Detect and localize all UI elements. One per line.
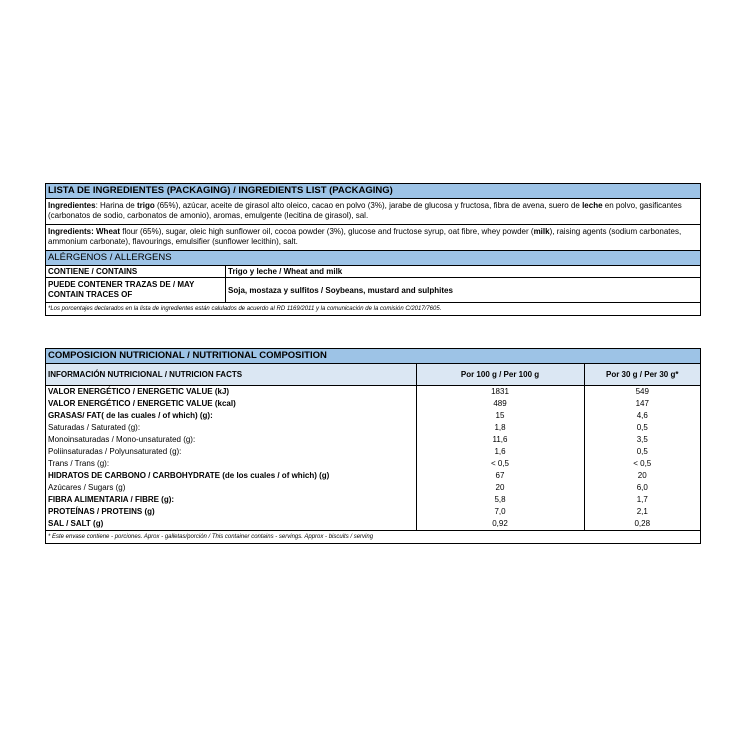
nutrient-label: VALOR ENERGÉTICO / ENERGETIC VALUE (kJ) bbox=[46, 386, 416, 399]
nutrition-row bbox=[46, 422, 700, 434]
value-per-100g: 67 bbox=[416, 470, 584, 482]
value-per-100g: 1831 bbox=[416, 386, 584, 399]
ingredients-es: Ingredientes: Harina de trigo (65%), azúcar, aceite de girasol alto oleico, cacao en polvo (3%), jarabe de glucosa y fructosa, fibra de avena, suero de leche en polvo, gasificantes (carbonatos de sodio, carbonatos de amonio), aromas, emulgente (lecitina de girasol), sal. bbox=[46, 199, 700, 225]
traces-value: Soja, mostaza y sulfitos / Soybeans, mustard and sulphites bbox=[228, 285, 453, 295]
nutrition-column-header bbox=[46, 364, 700, 386]
nutrient-label: HIDRATOS DE CARBONO / CARBOHYDRATE (de los cuales / of which) (g) bbox=[46, 470, 416, 482]
nutrition-row bbox=[46, 482, 700, 494]
value-per-100g: 0,92 bbox=[416, 518, 584, 531]
nutrition-row bbox=[46, 446, 700, 458]
col-100g-header: Por 100 g / Per 100 g bbox=[416, 364, 584, 386]
value-per-30g: 20 bbox=[637, 471, 647, 480]
nutrition-row bbox=[46, 458, 700, 470]
value-per-30g: 0,5 bbox=[636, 447, 648, 456]
nutrient-label: PROTEÍNAS / PROTEINS (g) bbox=[46, 506, 416, 518]
ingredients-en: Ingredients: Wheat flour (65%), sugar, oleic high sunflower oil, cocoa powder (3%), glucose and fructose syrup, oat fibre, whey powder (milk), raising agents (sodium carbonates, ammonium carbonate), flavourings, emulsifier (sunflower lecithin), salt. bbox=[46, 225, 700, 251]
nutrient-label: FIBRA ALIMENTARIA / FIBRE (g): bbox=[46, 494, 416, 506]
value-per-100g: 489 bbox=[416, 398, 584, 410]
nutrition-row bbox=[46, 506, 700, 518]
nutrition-row bbox=[46, 470, 700, 482]
value-per-30g: 6,0 bbox=[636, 483, 648, 492]
traces-label: PUEDE CONTENER TRAZAS DE / MAY CONTAIN TRACES OF bbox=[46, 278, 226, 302]
nutrient-label: Trans / Trans (g): bbox=[46, 458, 416, 470]
value-per-100g: 1,8 bbox=[416, 422, 584, 434]
value-per-30g: 549 bbox=[635, 387, 649, 396]
value-per-100g: 7,0 bbox=[416, 506, 584, 518]
allergens-header: ALÉRGENOS / ALLERGENS bbox=[46, 251, 700, 266]
allergens-contains-row bbox=[46, 266, 700, 278]
ingredients-section bbox=[45, 183, 701, 316]
value-per-100g: 11,6 bbox=[416, 434, 584, 446]
value-per-100g: < 0,5 bbox=[416, 458, 584, 470]
contains-label: CONTIENE / CONTAINS bbox=[46, 266, 226, 277]
nutrition-header: COMPOSICION NUTRICIONAL / NUTRITIONAL COMPOSITION bbox=[46, 349, 700, 364]
value-per-100g: 20 bbox=[416, 482, 584, 494]
nutrient-label: Saturadas / Saturated (g): bbox=[46, 422, 416, 434]
nutrition-row bbox=[46, 518, 700, 531]
nutrition-row bbox=[46, 410, 700, 422]
value-per-100g: 1,6 bbox=[416, 446, 584, 458]
nutrition-row bbox=[46, 434, 700, 446]
nutrient-label: SAL / SALT (g) bbox=[46, 518, 416, 531]
value-per-30g: 3,5 bbox=[636, 435, 648, 444]
value-per-100g: 5,8 bbox=[416, 494, 584, 506]
contains-value: Trigo y leche / Wheat and milk bbox=[228, 267, 343, 276]
value-per-30g: < 0,5 bbox=[633, 459, 652, 468]
nutrient-label: Monoinsaturadas / Mono-unsaturated (g): bbox=[46, 434, 416, 446]
nutrition-section bbox=[45, 348, 701, 544]
nutrition-table bbox=[46, 364, 700, 531]
allergens-traces-row bbox=[46, 278, 700, 303]
nutrition-footnote: * Este envase contiene - porciones. Aprox - galletas/porción / This container contains - servings. Approx - biscuits / serving bbox=[48, 534, 374, 540]
value-per-30g: 0,28 bbox=[584, 518, 700, 531]
allergens-footnote: *Los porcentajes declarados en la lista de ingredientes están calulados de acuerdo al RD 1169/2011 y la comunicación de la comisión C/2017/7605. bbox=[48, 306, 442, 312]
col-30g-header: Por 30 g / Per 30 g* bbox=[584, 364, 700, 386]
nutrient-label: GRASAS/ FAT( de las cuales / of which) (g): bbox=[46, 410, 416, 422]
col-label-header: INFORMACIÓN NUTRICIONAL / NUTRICION FACTS bbox=[46, 364, 416, 386]
value-per-30g: 147 bbox=[635, 399, 649, 408]
value-per-30g: 0,5 bbox=[636, 423, 648, 432]
nutrition-row bbox=[46, 398, 700, 410]
nutrition-row bbox=[46, 494, 700, 506]
value-per-100g: 15 bbox=[416, 410, 584, 422]
nutrient-label: Poliinsaturadas / Polyunsaturated (g): bbox=[46, 446, 416, 458]
nutrient-label: VALOR ENERGÉTICO / ENERGETIC VALUE (kcal) bbox=[46, 398, 416, 410]
value-per-30g: 4,6 bbox=[636, 411, 648, 420]
value-per-30g: 1,7 bbox=[636, 495, 648, 504]
nutrition-row bbox=[46, 386, 700, 399]
nutrient-label: Azúcares / Sugars (g) bbox=[46, 482, 416, 494]
value-per-30g: 2,1 bbox=[636, 507, 648, 516]
ingredients-header: LISTA DE INGREDIENTES (PACKAGING) / INGREDIENTS LIST (PACKAGING) bbox=[46, 184, 700, 199]
